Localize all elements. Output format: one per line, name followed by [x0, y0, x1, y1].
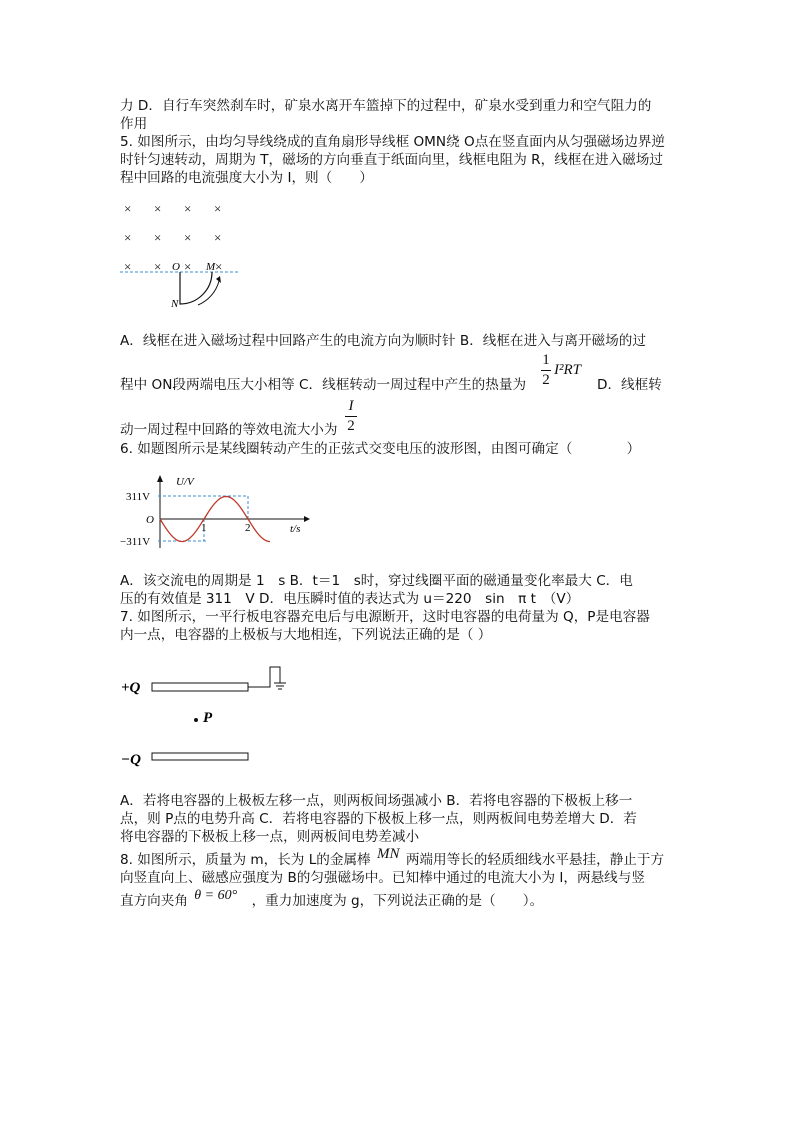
q8-stem-line: 8. 如图所示，质量为 m，长为 L的金属棒 MN 两端用等长的轻质细线水平悬挂，静止于方 [120, 846, 665, 868]
field-mark: × [184, 230, 192, 245]
math-theta: θ = 60° [194, 888, 238, 903]
plus-q-label: +Q [121, 680, 141, 696]
heat-fraction: 1 2 [542, 352, 550, 388]
q5-stem-line: 时针匀速转动，周期为 T，磁场的方向垂直于纸面向里，线框电阻为 R，线框在进入磁场过 [120, 152, 663, 168]
y-axis-arrow [157, 475, 163, 482]
label-m: M [206, 261, 216, 273]
current-fraction: I 2 [345, 398, 357, 435]
q4-option-line: 作用 [120, 116, 148, 132]
tick-label-peak: 311V [126, 491, 151, 503]
field-mark: × [124, 230, 132, 245]
point-p [194, 718, 198, 722]
field-mark: × [214, 201, 222, 216]
field-mark: × [124, 201, 132, 216]
q6-stem-line: 6. 如题图所示是某线圈转动产生的正弦式交变电压的波形图，由图可确定（ ） [120, 441, 641, 457]
upper-plate [152, 683, 248, 691]
math-mn: MN [376, 846, 400, 862]
field-mark: × [184, 201, 192, 216]
field-mark: × [214, 230, 222, 245]
q8-stem-line: 直方向夹角 θ = 60° ，重力加速度为 g，下列说法正确的是（ ）。 [120, 888, 544, 909]
lower-plate [152, 753, 248, 760]
q7-stem-line: 内一点，电容器的上极板与大地相连，下列说法正确的是（ ） [120, 627, 492, 643]
minus-q-label: −Q [121, 752, 141, 768]
q5-option-d: D．线框转 [597, 377, 662, 393]
q5-stem-line: 程中回路的电流强度大小为 I，则（ ） [120, 170, 374, 186]
q5-option-line: A．线框在进入磁场过程中回路产生的电流方向为顺时针 B．线框在进入与离开磁场的过 [120, 333, 646, 349]
field-mark: × [154, 259, 162, 274]
x-axis-arrow [304, 516, 310, 522]
q7-option-line: A．若将电容器的上极板左移一点，则两板间场强减小 B．若将电容器的下极板上移一 [120, 793, 633, 809]
label-n: N [171, 298, 179, 310]
sine-waveform-chart [118, 474, 313, 554]
q6-option-line: A．该交流电的周期是 1 s B．t＝1 s时，穿过线圈平面的磁通量变化率最大 C．电 [120, 573, 633, 589]
q5-option-line: 程中 ON段两端电压大小相等 C．线框转动一周过程中产生的热量为 [120, 377, 527, 393]
label-o: O [172, 261, 180, 273]
x-axis-label: t/s [290, 523, 301, 535]
field-mark: × [215, 259, 223, 274]
origin-label: O [146, 514, 154, 526]
q7-option-line: 点，则 P点的电势升高 C．若将电容器的下极板上移一点，则两板间电势差增大 D．若 [120, 811, 637, 827]
capacitor-figure [118, 665, 298, 775]
tick-label-1: 1 [201, 522, 207, 534]
q6-option-line: 压的有效值是 311 V D．电压瞬时值的表达式为 u＝220 sin π t （V） [120, 591, 580, 607]
rotation-arrow [198, 281, 219, 305]
q4-option-line: 力 D．自行车突然刹车时，矿泉水离开车篮掉下的过程中，矿泉水受到重力和空气阻力的 [120, 98, 652, 114]
y-axis-label: U/V [176, 476, 194, 488]
field-mark: × [124, 259, 132, 274]
field-mark: × [154, 230, 162, 245]
field-mark: × [184, 259, 192, 274]
q8-stem-line: 向竖直向上、磁感应强度为 B的匀强磁场中。已知棒中通过的电流大小为 I，两悬线与竖 [120, 870, 645, 886]
p-label: P [203, 710, 213, 726]
q5-magnetic-field-figure [118, 195, 248, 315]
tick-label-2: 2 [245, 522, 251, 534]
ground-wire [248, 667, 280, 687]
q5-option-line: 动一周过程中回路的等效电流大小为 [120, 422, 338, 438]
q7-option-line: 将电容器的下极板上移一点，则两板间电势差减小 [120, 829, 420, 845]
q5-stem-line: 5. 如图所示，由均匀导线绕成的直角扇形导线框 OMN绕 O点在竖直面内从匀强磁场边界逆 [120, 134, 666, 150]
heat-expression: I²RT [554, 362, 581, 378]
q7-stem-line: 7. 如图所示，一平行板电容器充电后与电源断开，这时电容器的电荷量为 Q，P是电容器 [120, 609, 650, 625]
field-mark: × [154, 201, 162, 216]
tick-label-trough: −311V [120, 536, 151, 548]
